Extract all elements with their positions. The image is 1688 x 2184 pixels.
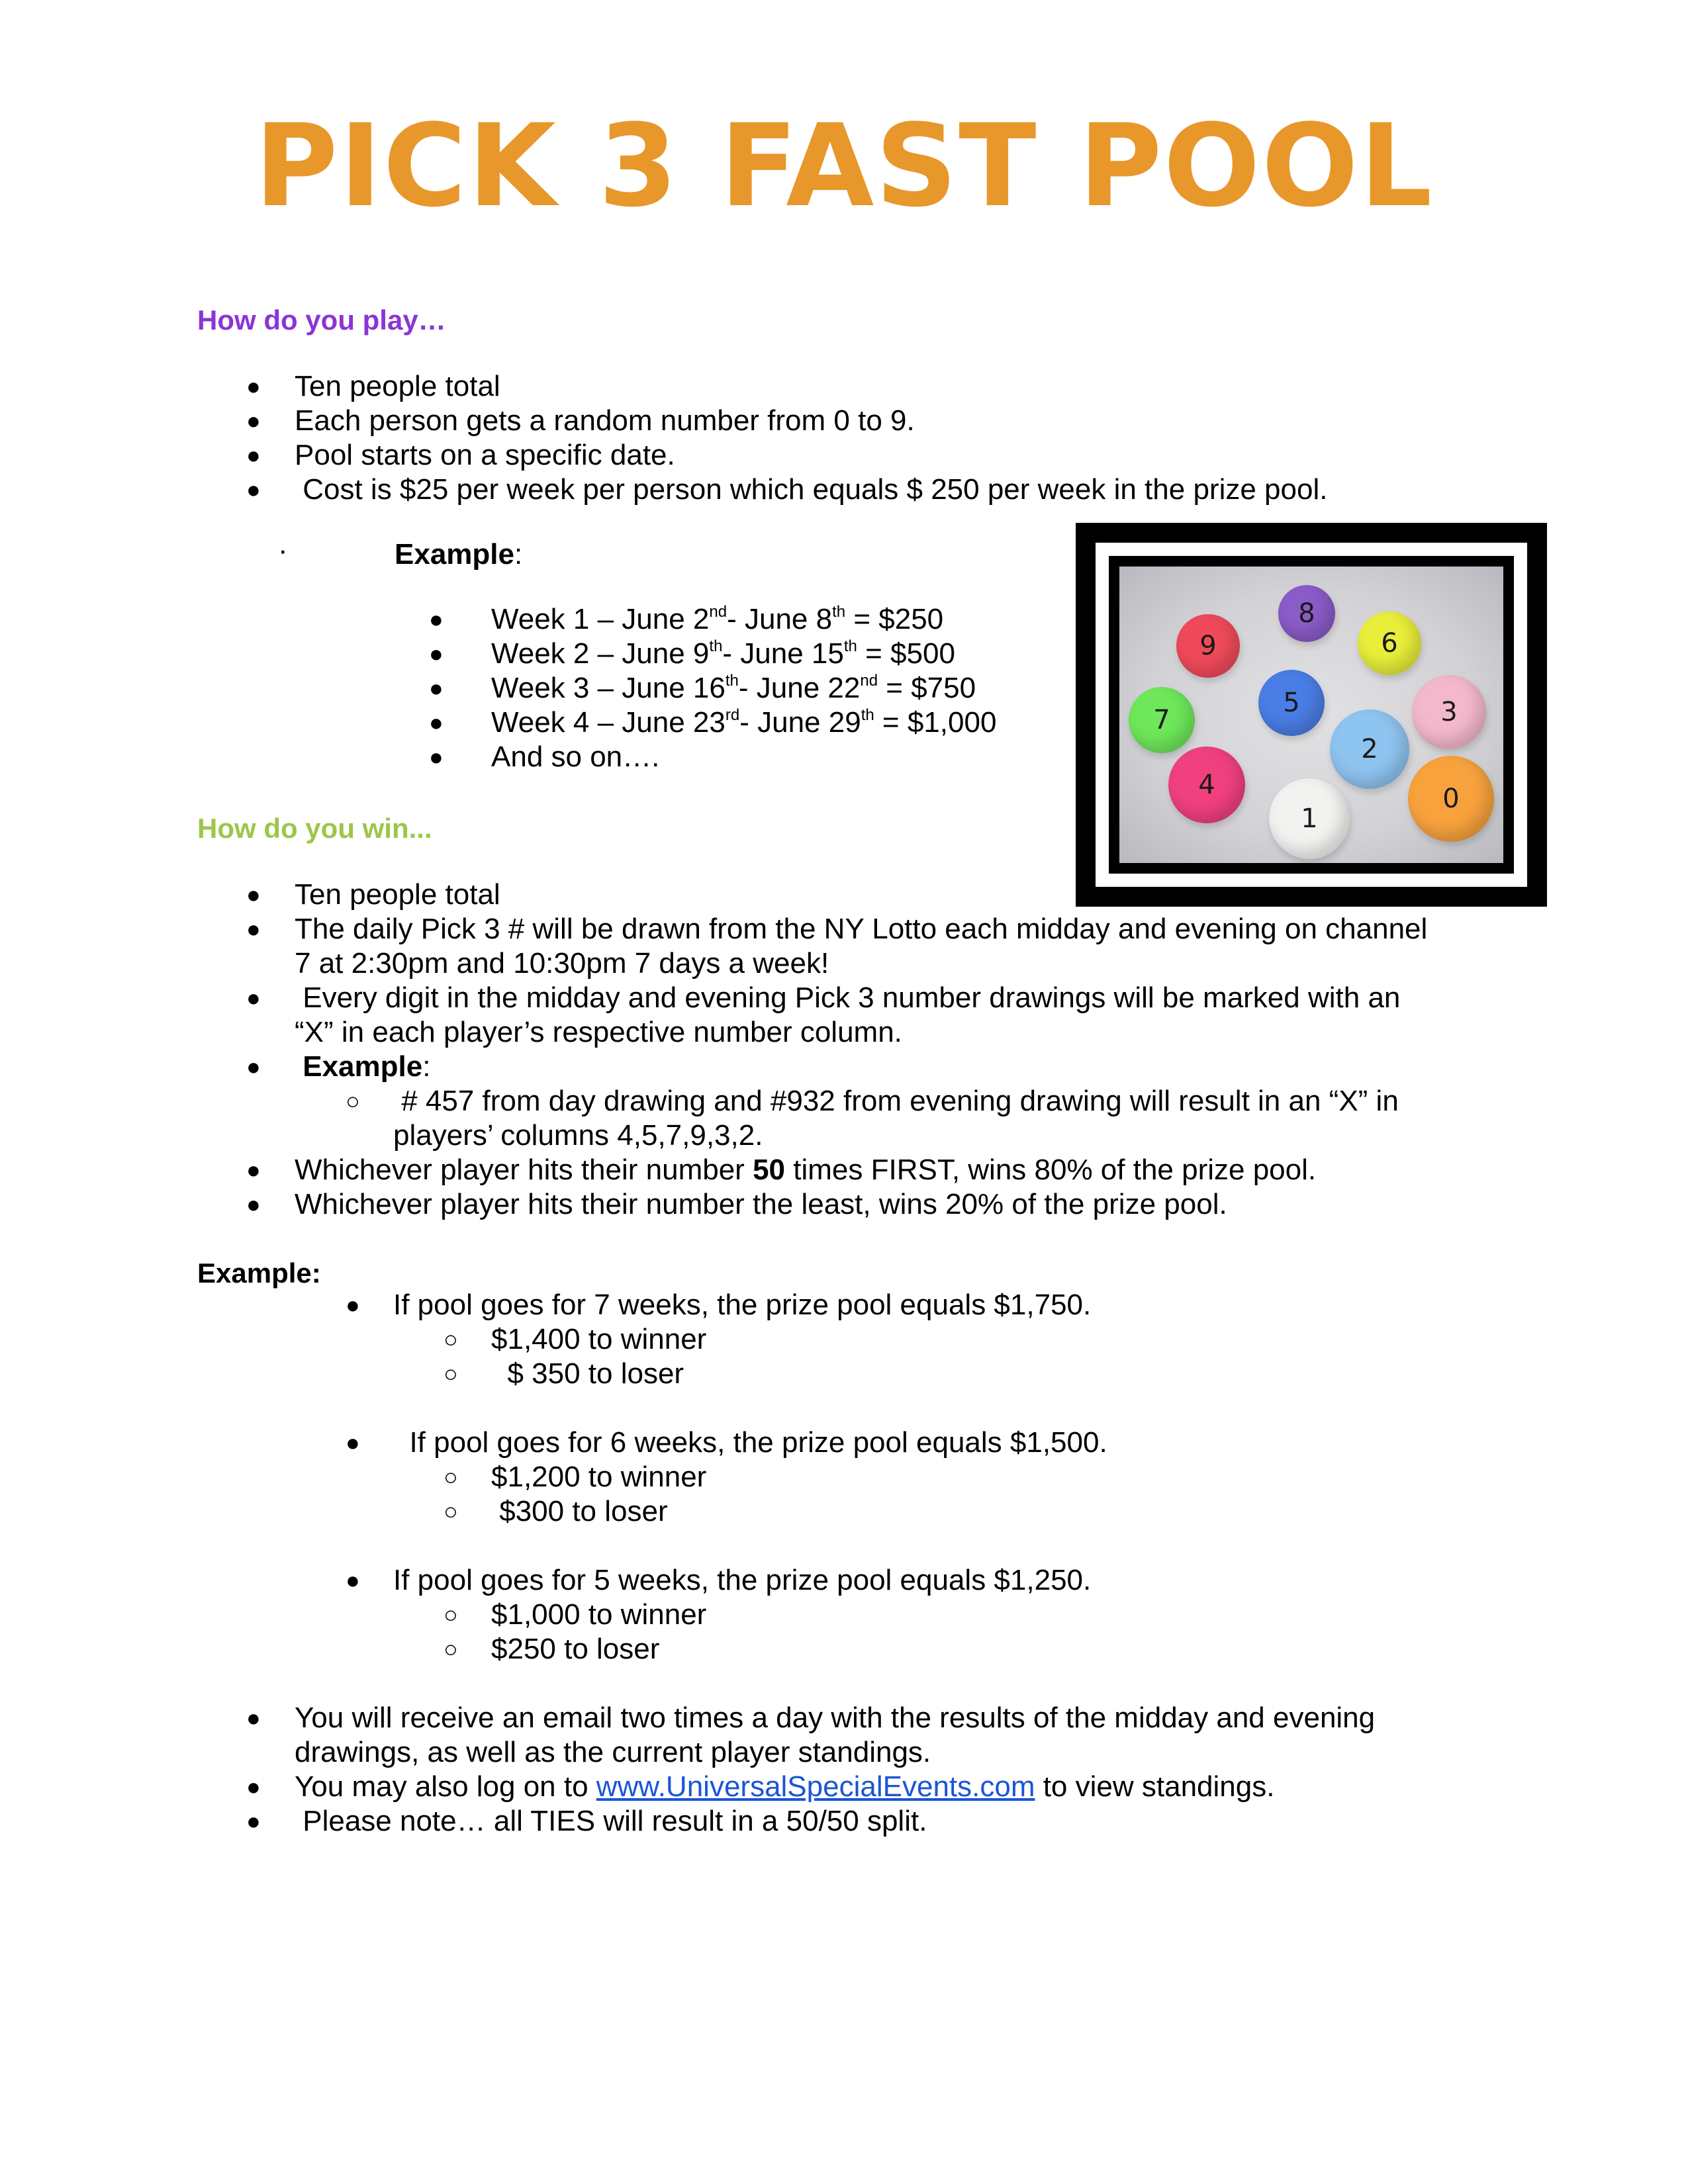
list-item: Cost is $25 per week per person which equals $ 250 per week in the prize pool. [295, 473, 1328, 506]
bullet-icon: ● [246, 1773, 261, 1800]
ball-icon: 5 [1258, 670, 1325, 736]
example-colon: : [514, 538, 523, 570]
circle-bullet-icon: ○ [444, 1463, 458, 1490]
ball-icon: 6 [1358, 612, 1421, 675]
bullet-icon: ● [429, 743, 444, 770]
loser-amount: $250 to loser [491, 1633, 660, 1665]
bullet-icon: ● [246, 1807, 261, 1835]
example-heading: Example: [197, 1257, 321, 1289]
bullet-icon: ● [246, 915, 261, 942]
list-item: Every digit in the midday and evening Pick 3 number drawings will be marked with an [295, 981, 1401, 1014]
bullet-icon: ● [346, 1429, 360, 1456]
bullet-icon: ● [246, 441, 261, 469]
circle-bullet-icon: ○ [444, 1360, 458, 1387]
list-item: Example: [295, 1050, 431, 1083]
week-item: Week 1 – June 2nd- June 8th = $250 [491, 603, 944, 635]
win-heading: How do you win... [197, 813, 432, 844]
bullet-icon: ● [246, 1156, 261, 1183]
list-item: The daily Pick 3 # will be drawn from the NY Lotto each midday and evening on channel [295, 913, 1428, 945]
ball-icon: 3 [1412, 675, 1486, 749]
list-item-cont: 7 at 2:30pm and 10:30pm 7 days a week! [295, 947, 829, 979]
week-item: Week 4 – June 23rd- June 29th = $1,000 [491, 706, 997, 739]
winner-amount: $1,400 to winner [491, 1323, 707, 1355]
bullet-icon: ● [346, 1567, 360, 1594]
week-item: Week 3 – June 16th- June 22nd = $750 [491, 672, 976, 704]
list-item-cont: “X” in each player’s respective number column. [295, 1016, 902, 1048]
list-item: Please note… all TIES will result in a 50/50 split. [295, 1805, 927, 1837]
prize-example: If pool goes for 5 weeks, the prize pool equals $1,250. [393, 1564, 1092, 1596]
circle-bullet-icon: ○ [444, 1326, 458, 1353]
example-label: Example [395, 538, 514, 570]
bullet-icon: ● [246, 1191, 261, 1218]
circle-bullet-icon: ○ [346, 1087, 360, 1115]
bullet-icon: ● [346, 1291, 360, 1318]
ball-icon: 1 [1269, 778, 1350, 859]
bullet-icon: ● [429, 674, 444, 702]
page-title: PICK 3 FAST POOL [254, 99, 1434, 232]
bullet-icon: ● [429, 606, 444, 633]
list-item: Ten people total [295, 370, 500, 402]
list-item: Whichever player hits their number 50 times FIRST, wins 80% of the prize pool. [295, 1154, 1317, 1186]
circle-bullet-icon: ○ [444, 1498, 458, 1525]
prize-example: If pool goes for 7 weeks, the prize pool equals $1,750. [393, 1289, 1092, 1321]
bullet-icon: ● [246, 476, 261, 503]
ball-icon: 9 [1176, 614, 1240, 678]
sub-item-cont: players’ columns 4,5,7,9,3,2. [393, 1119, 763, 1152]
ball-icon: 2 [1330, 709, 1409, 789]
list-item: Pool starts on a specific date. [295, 439, 675, 471]
ball-icon: 8 [1278, 585, 1335, 642]
list-item: Whichever player hits their number the least, wins 20% of the prize pool. [295, 1188, 1227, 1220]
prize-example: If pool goes for 6 weeks, the prize pool equals $1,500. [393, 1426, 1107, 1459]
website-link[interactable]: www.UniversalSpecialEvents.com [596, 1770, 1035, 1803]
bullet-icon: ● [246, 407, 261, 434]
list-item: You may also log on to www.UniversalSpecialEvents.com to view standings. [295, 1770, 1275, 1803]
play-heading: How do you play… [197, 304, 446, 336]
list-item-cont: drawings, as well as the current player standings. [295, 1736, 931, 1768]
ball-icon: 0 [1408, 756, 1494, 842]
bullet-icon: ● [246, 881, 261, 908]
loser-amount: $ 350 to loser [491, 1357, 684, 1390]
list-item: Ten people total [295, 878, 500, 911]
list-item: Each person gets a random number from 0 to 9. [295, 404, 915, 437]
circle-bullet-icon: ○ [444, 1635, 458, 1662]
ball-icon: 4 [1168, 747, 1245, 823]
ball-icon: 7 [1129, 687, 1195, 753]
bullet-icon: ● [246, 1704, 261, 1731]
bullet-icon: ● [429, 640, 444, 667]
loser-amount: $300 to loser [491, 1495, 668, 1527]
week-item: And so on…. [491, 741, 660, 773]
bullet-icon: ● [246, 373, 261, 400]
example-label-line [395, 537, 522, 572]
dot-marker: · [278, 534, 288, 567]
lottery-balls-image [1076, 523, 1547, 907]
list-item: You will receive an email two times a day with the results of the midday and evening [295, 1702, 1376, 1734]
winner-amount: $1,000 to winner [491, 1598, 707, 1631]
sub-item: # 457 from day drawing and #932 from evening drawing will result in an “X” in [393, 1085, 1399, 1117]
week-item: Week 2 – June 9th- June 15th = $500 [491, 637, 955, 670]
winner-amount: $1,200 to winner [491, 1461, 707, 1493]
bullet-icon: ● [246, 1053, 261, 1080]
circle-bullet-icon: ○ [444, 1601, 458, 1628]
bullet-icon: ● [246, 984, 261, 1011]
bullet-icon: ● [429, 709, 444, 736]
